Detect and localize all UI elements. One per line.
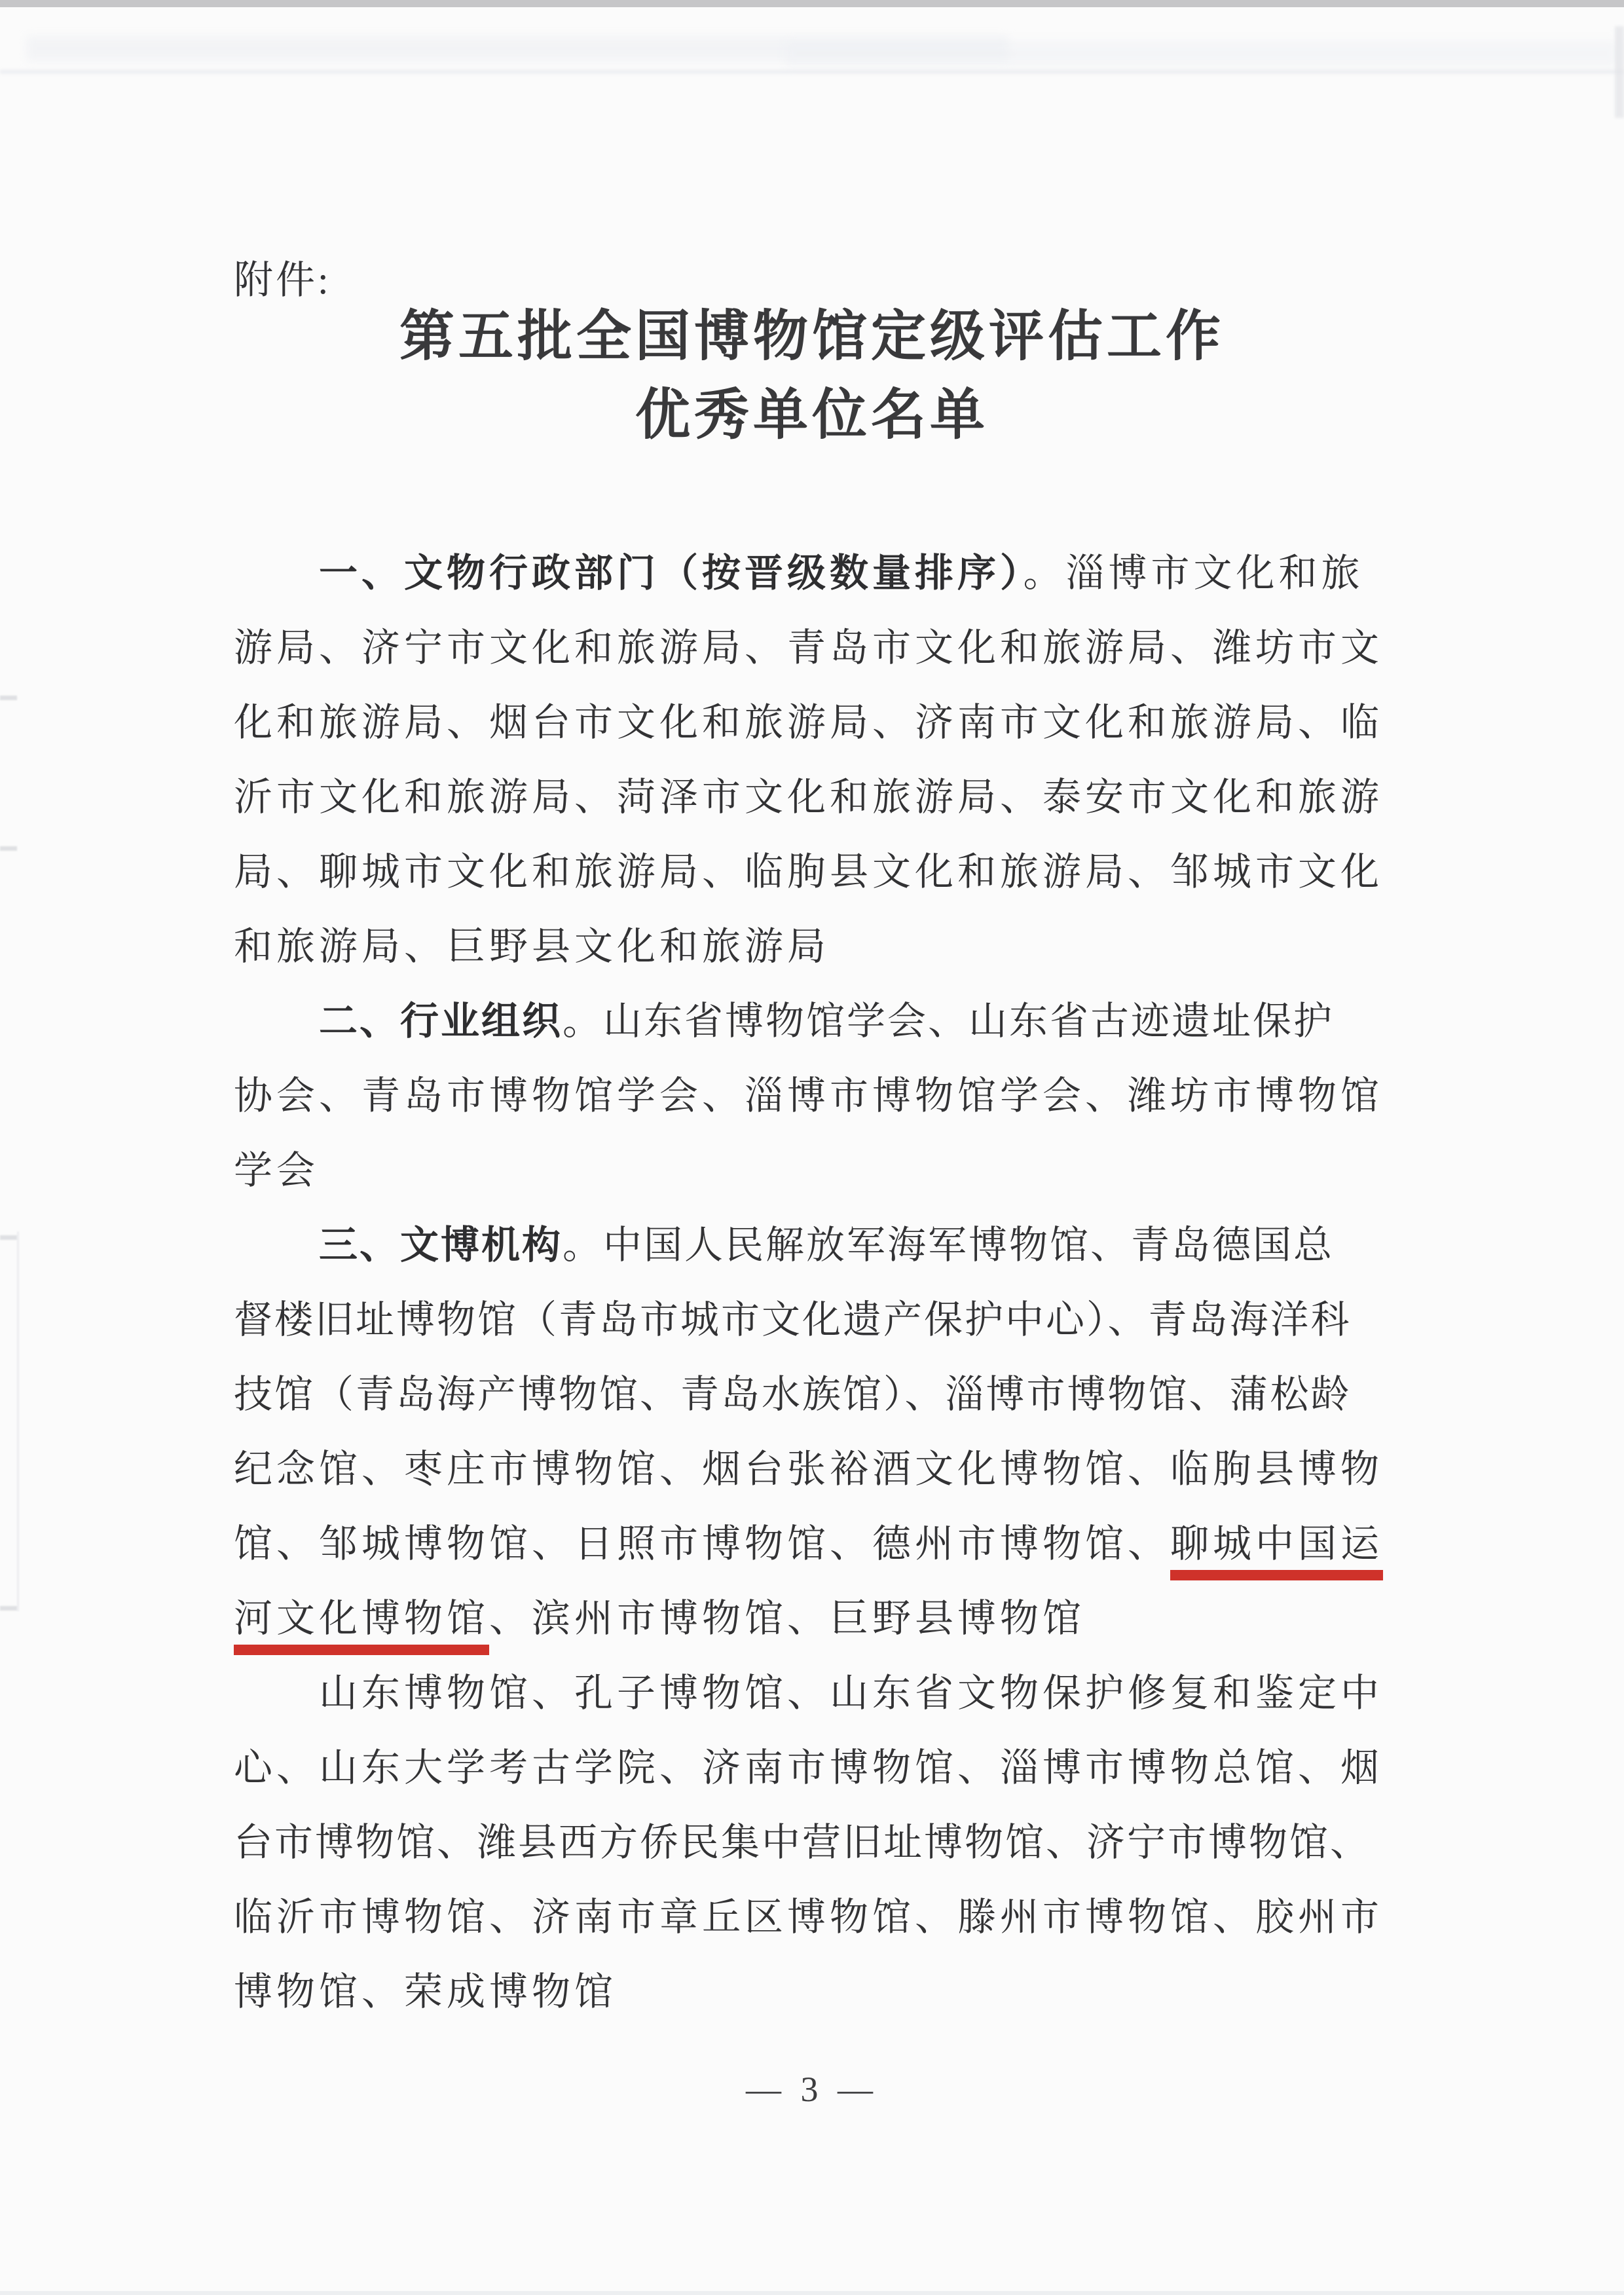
scan-edge-artifact <box>0 1235 17 1240</box>
scan-edge-artifact <box>0 846 17 851</box>
body-line <box>234 1954 1406 2029</box>
body-line <box>234 984 1406 1058</box>
document-title-line-2: 优秀单位名单 <box>635 385 989 446</box>
body-line <box>234 1357 1406 1432</box>
body-line-text: 。中国人民解放军海军博物馆、青岛德国总 <box>563 1223 1335 1267</box>
body-line-text: 。淄博市文化和旅 <box>1023 551 1364 595</box>
body-line-text: 。山东省博物馆学会、山东省古迹遗址保护 <box>563 999 1335 1043</box>
red-underline-annotation: 河文化博物馆 <box>234 1597 490 1640</box>
body-line-text: 纪念馆、枣庄市博物馆、烟台张裕酒文化博物馆、临朐县博物 <box>234 1447 1384 1491</box>
body-line-text: 沂市文化和旅游局、菏泽市文化和旅游局、泰安市文化和旅游 <box>234 775 1384 819</box>
document-title-line-1: 第五批全国博物馆定级评估工作 <box>399 307 1225 367</box>
body-line <box>234 1581 1406 1656</box>
body-line-text: 学会 <box>234 1149 320 1192</box>
body-line-text: 博物馆、荣成博物馆 <box>234 1970 618 2013</box>
body-line <box>234 1432 1406 1506</box>
scan-edge-artifact <box>0 1606 17 1611</box>
body-line-text: 局、聊城市文化和旅游局、临朐县文化和旅游局、邹城市文化 <box>234 850 1384 893</box>
body-line-text: 技馆（青岛海产博物馆、青岛水族馆）、淄博市博物馆、蒲松龄 <box>234 1373 1352 1416</box>
body-line-text: 临沂市博物馆、济南市章丘区博物馆、滕州市博物馆、胶州市 <box>234 1895 1384 1939</box>
scan-edge-artifact <box>0 696 17 700</box>
body-line-text: 和旅游局、巨野县文化和旅游局 <box>234 925 830 968</box>
body-line <box>234 685 1406 760</box>
scan-edge-artifact <box>17 1231 19 1611</box>
body-line <box>234 909 1406 984</box>
scan-bleedthrough-artifact <box>0 69 1624 74</box>
body-line-text: 馆、邹城博物馆、日照市博物馆、德州市博物馆、 <box>234 1522 1171 1565</box>
scan-edge-artifact <box>0 0 1624 7</box>
body-line <box>234 1880 1406 1954</box>
body-line <box>234 1058 1406 1133</box>
scan-edge-artifact <box>1615 26 1624 118</box>
section-heading-3: 三、文博机构 <box>319 1223 563 1267</box>
body-line-text: 协会、青岛市博物馆学会、淄博市博物馆学会、潍坊市博物馆 <box>234 1074 1384 1117</box>
body-line-text: 游局、济宁市文化和旅游局、青岛市文化和旅游局、潍坊市文 <box>234 626 1384 669</box>
page-number: — 3 — <box>746 2070 878 2109</box>
body-line <box>234 1805 1406 1880</box>
body-line-text: 化和旅游局、烟台市文化和旅游局、济南市文化和旅游局、临 <box>234 701 1384 744</box>
scan-edge-artifact <box>0 2291 1624 2295</box>
scan-bleedthrough-artifact <box>786 41 1617 67</box>
red-underline-annotation: 聊城中国运 <box>1170 1522 1384 1565</box>
body-line <box>234 1506 1406 1581</box>
body-line <box>234 1208 1406 1282</box>
document-title <box>0 298 1624 455</box>
body-line <box>234 1133 1406 1208</box>
body-line <box>234 610 1406 685</box>
body-line-text: 山东博物馆、孔子博物馆、山东省文物保护修复和鉴定中 <box>319 1671 1384 1715</box>
body-line <box>234 760 1406 834</box>
body-line-text: 督楼旧址博物馆（青岛市城市文化遗产保护中心）、青岛海洋科 <box>234 1298 1352 1341</box>
body-line <box>234 1656 1406 1730</box>
attachment-label: 附件: <box>234 259 331 302</box>
body-line <box>234 536 1406 610</box>
section-heading-1: 一、文物行政部门（按晋级数量排序） <box>319 551 1024 595</box>
body-line-text: 台市博物馆、潍县西方侨民集中营旧址博物馆、济宁市博物馆、 <box>234 1821 1371 1864</box>
section-heading-2: 二、行业组织 <box>319 999 563 1043</box>
body-line-text: 心、山东大学考古学院、济南市博物馆、淄博市博物总馆、烟 <box>234 1746 1384 1789</box>
body-line <box>234 834 1406 909</box>
document-body <box>234 536 1406 2029</box>
body-line-text: 、滨州市博物馆、巨野县博物馆 <box>489 1597 1086 1640</box>
body-line <box>234 1730 1406 1805</box>
body-line <box>234 1282 1406 1357</box>
